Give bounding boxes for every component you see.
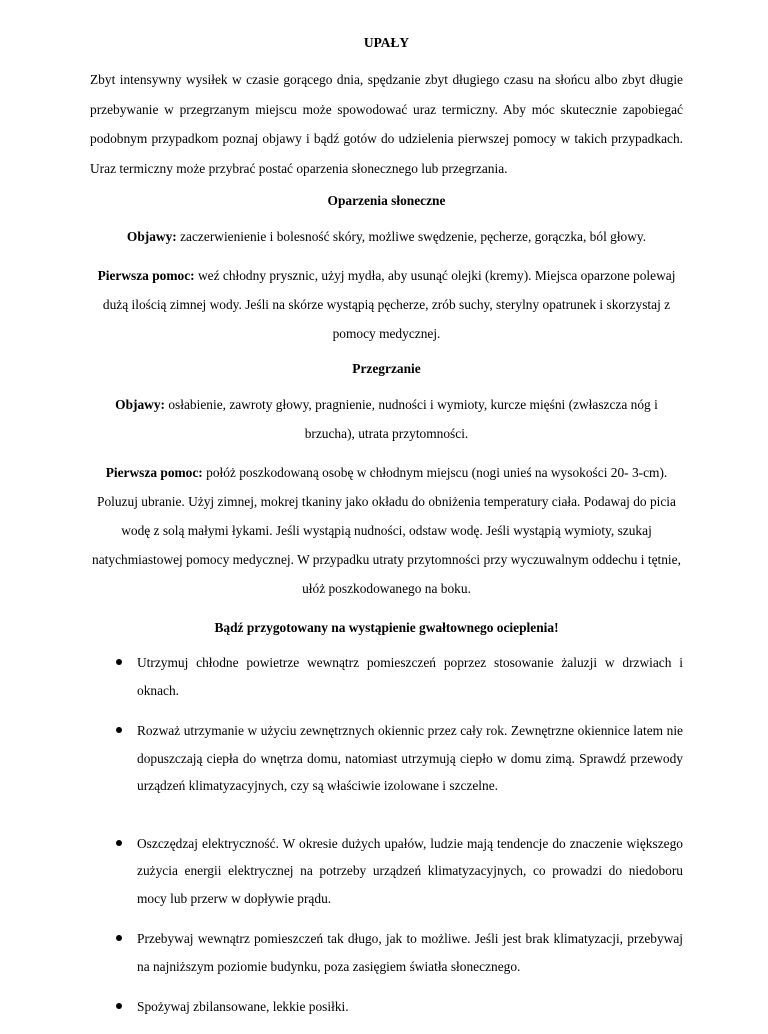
- overheating-symptoms-text: osłabienie, zawroty głowy, pragnienie, nudności i wymioty, kurcze mięśni (zwłaszcza nóg i brzucha), utrata przytomności.: [165, 397, 658, 441]
- overheating-first-aid-text: połóż poszkodowaną osobę w chłodnym miejscu (nogi unieś na wysokości 20- 3-cm). Poluzuj ubranie. Użyj zimnej, mokrej tkaniny jako okładu do obniżenia temperatury ciała. Podawaj do picia wodę z solą małymi łykami. Jeśli wystąpią nudności, odstaw wodę. Jeśli wystąpią wymioty, szukaj natychmiastowej pomocy medycznej. W przypadku utraty przytomności przy wyczuwalnym oddechu i tętnie, ułóż poszkodowanego na boku.: [92, 465, 681, 596]
- sunburn-heading: Oparzenia słoneczne: [327, 193, 446, 208]
- overheating-heading: Przegrzanie: [352, 361, 421, 376]
- prepare-heading: Bądź przygotowany na wystąpienie gwałtownego ocieplenia!: [214, 620, 559, 635]
- prepare-list: [90, 649, 683, 1021]
- overheating-symptoms: [90, 390, 683, 448]
- list-item: Oszczędzaj elektryczność. W okresie dużych upałów, ludzie mają tendencje do znaczenie większego zużycia energii elektrycznej na potrzeby urządzeń klimatyzacyjnych, co prowadzi do niedoboru mocy lub przerw w dopływie prądu.: [90, 830, 683, 913]
- overheating-first-aid-label: Pierwsza pomoc:: [105, 465, 203, 480]
- sunburn-symptoms-text: zaczerwienienie i bolesność skóry, możliwe swędzenie, pęcherze, gorączka, ból głowy.: [176, 229, 647, 244]
- sunburn-symptoms-label: Objawy:: [126, 229, 177, 244]
- overheating-symptoms-label: Objawy:: [115, 397, 165, 412]
- sunburn-symptoms: [90, 222, 683, 251]
- sunburn-first-aid-label: Pierwsza pomoc:: [97, 268, 195, 283]
- sunburn-first-aid: [90, 261, 683, 348]
- list-item: Przebywaj wewnątrz pomieszczeń tak długo, jak to możliwe. Jeśli jest brak klimatyzacji, przebywaj na najniższym poziomie budynku, poza zasięgiem światła słonecznego.: [90, 925, 683, 980]
- sunburn-first-aid-text: weź chłodny prysznic, użyj mydła, aby usunąć olejki (kremy). Miejsca oparzone polewaj dużą ilością zimnej wody. Jeśli na skórze wystąpią pęcherze, zrób suchy, sterylny opatrunek i skorzystaj z pomocy medycznej.: [102, 268, 676, 341]
- overheating-first-aid: [90, 458, 683, 603]
- document-page: [90, 33, 683, 1034]
- page-title: UPAŁY: [363, 35, 410, 50]
- intro-paragraph: Zbyt intensywny wysiłek w czasie gorącego dnia, spędzanie zbyt długiego czasu na słońcu albo zbyt długie przebywanie w przegrzanym miejscu może spowodować uraz termiczny. Aby móc skutecznie zapobiegać podobnym przypadkom poznaj objawy i bądź gotów do udzielenia pierwszej pomocy w takich przypadkach. Uraz termiczny może przybrać postać oparzenia słonecznego lub przegrzania.: [90, 72, 683, 176]
- list-item: Rozważ utrzymanie w użyciu zewnętrznych okiennic przez cały rok. Zewnętrzne okiennice latem nie dopuszczają ciepła do wnętrza domu, natomiast utrzymują ciepło w domu zimą. Sprawdź przewody urządzeń klimatyzacyjnych, czy są właściwie izolowane i szczelne.: [90, 717, 683, 800]
- list-item: Utrzymuj chłodne powietrze wewnątrz pomieszczeń poprzez stosowanie żaluzji w drzwiach i oknach.: [90, 649, 683, 704]
- list-item: Spożywaj zbilansowane, lekkie posiłki.: [90, 993, 683, 1021]
